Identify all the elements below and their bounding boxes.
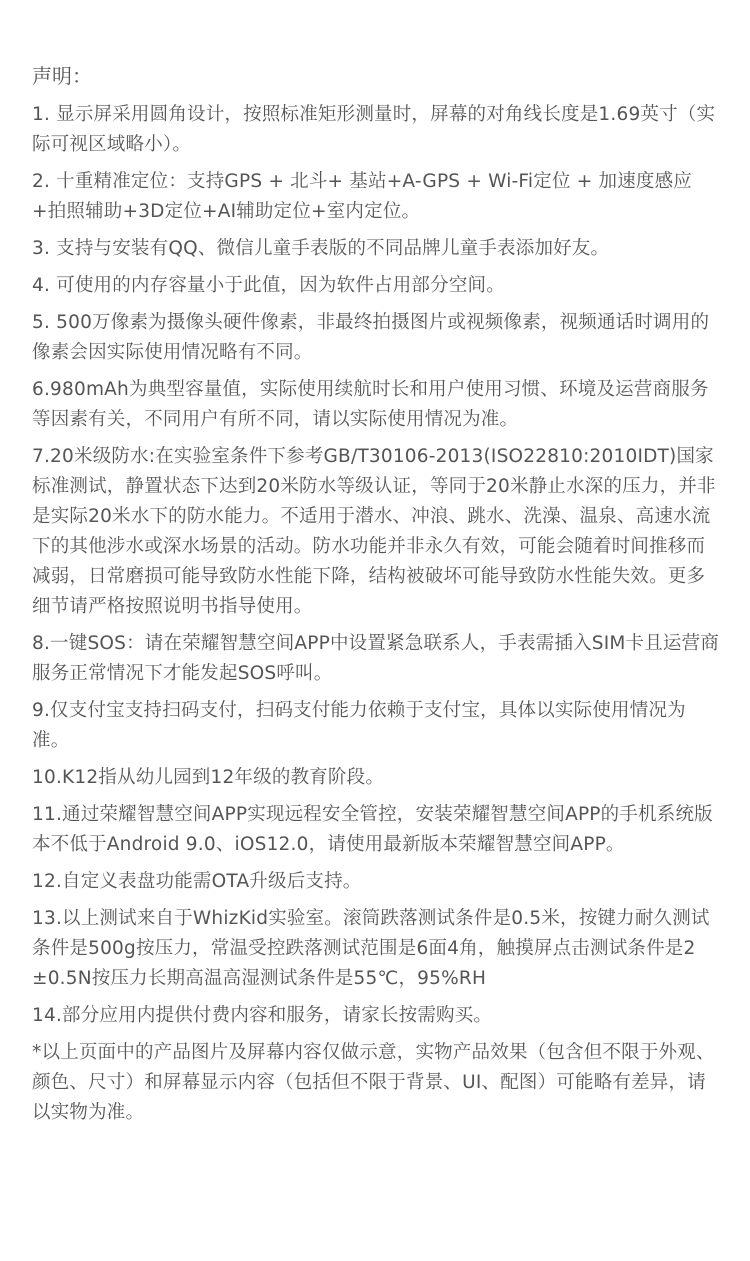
disclaimer-item-9: 9.仅支付宝支持扫码支付，扫码支付能力依赖于支付宝，具体以实际使用情况为准。 bbox=[32, 700, 686, 751]
disclaimer-footer-note: *以上页面中的产品图片及屏幕内容仅做示意，实物产品效果（包含但不限于外观、颜色、尺寸）和屏幕显示内容（包括但不限于背景、UI、配图）可能略有差异，请以实物为准。 bbox=[32, 1042, 715, 1123]
disclaimer-item-3: 3. 支持与安装有QQ、微信儿童手表版的不同品牌儿童手表添加好友。 bbox=[32, 238, 610, 259]
disclaimer-item-14: 14.部分应用内提供付费内容和服务，请家长按需购买。 bbox=[32, 1005, 493, 1026]
disclaimer-item-13: 13.以上测试来自于WhizKid实验室。滚筒跌落测试条件是0.5米，按键力耐久测试条件是500g按压力，常温受控跌落测试范围是6面4角，触摸屏点击测试条件是2±0.5N按压力长期高温高湿测试条件是55℃，95%RH bbox=[32, 908, 710, 989]
disclaimer-title: 声明： bbox=[32, 64, 92, 88]
disclaimer-item-5: 5. 500万像素为摄像头硬件像素，非最终拍摄图片或视频像素，视频通话时调用的像素会因实际使用情况略有不同。 bbox=[32, 312, 710, 363]
disclaimer-item-11: 11.通过荣耀智慧空间APP实现远程安全管控，安装荣耀智慧空间APP的手机系统版本不低于Android 9.0、iOS12.0，请使用最新版本荣耀智慧空间APP。 bbox=[32, 804, 713, 855]
disclaimer-item-10: 10.K12指从幼儿园到12年级的教育阶段。 bbox=[32, 767, 385, 788]
disclaimer-item-8: 8.一键SOS：请在荣耀智慧空间APP中设置紧急联系人，手表需插入SIM卡且运营商服务正常情况下才能发起SOS呼叫。 bbox=[32, 633, 720, 684]
disclaimer-item-2: 2. 十重精准定位：支持GPS + 北斗+ 基站+A-GPS + Wi-Fi定位 + 加速度感应+拍照辅助+3D定位+AI辅助定位+室内定位。 bbox=[32, 171, 693, 222]
disclaimer-item-6: 6.980mAh为典型容量值，实际使用续航时长和用户使用习惯、环境及运营商服务等因素有关，不同用户有所不同，请以实际使用情况为准。 bbox=[32, 379, 709, 430]
disclaimer-item-12: 12.自定义表盘功能需OTA升级后支持。 bbox=[32, 871, 362, 892]
disclaimer-item-1: 1. 显示屏采用圆角设计，按照标准矩形测量时，屏幕的对角线长度是1.69英寸（实际可视区域略小）。 bbox=[32, 104, 716, 155]
disclaimer-list bbox=[32, 100, 722, 1031]
disclaimer-document bbox=[32, 56, 722, 1128]
disclaimer-item-7: 7.20米级防水:在实验室条件下参考GB/T30106-2013(ISO22810:2010IDT)国家标准测试，静置状态下达到20米防水等级认证，等同于20米静止水深的压力，并非是实际20米水下的防水能力。不适用于潜水、冲浪、跳水、洗澡、温泉、高速水流下的其他涉水或深水场景的活动。防水功能并非永久有效，可能会随着时间推移而减弱，日常磨损可能导致防水性能下降，结构被破坏可能导致防水性能失效。更多细节请严格按照说明书指导使用。 bbox=[32, 446, 716, 617]
disclaimer-item-4: 4. 可使用的内存容量小于此值，因为软件占用部分空间。 bbox=[32, 275, 505, 296]
